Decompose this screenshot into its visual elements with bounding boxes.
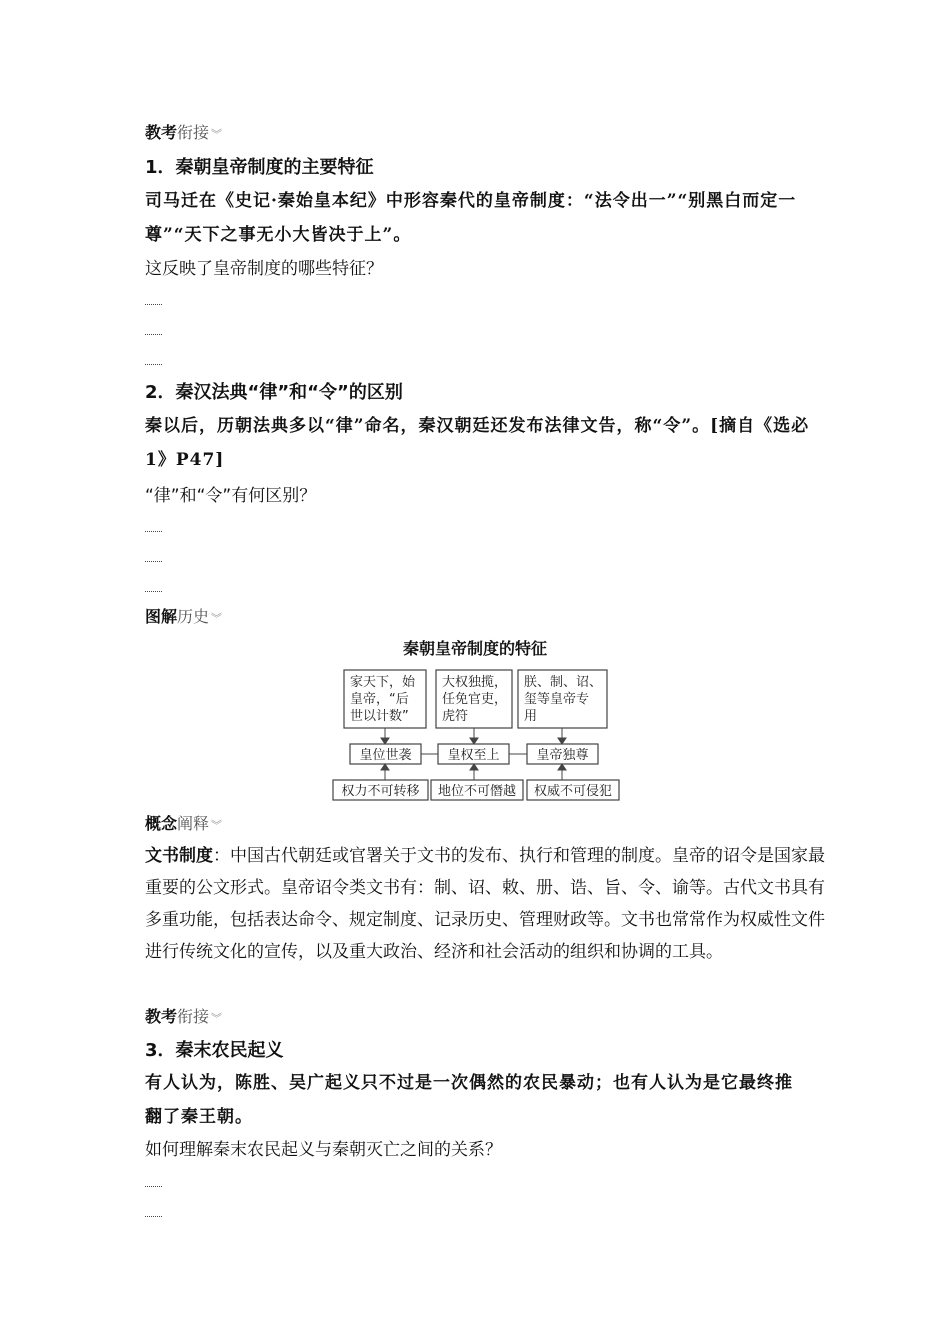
section-header-bold: 教考 — [145, 1007, 178, 1026]
section-header-jiaokao-2 — [145, 1004, 815, 1027]
top-box-text: 用 — [524, 709, 538, 724]
top-box-text: 大权独揽， — [442, 675, 508, 690]
section-header-normal: 阐释 — [177, 814, 210, 833]
section-header-tujie — [145, 604, 815, 627]
concept-separator: ： — [213, 846, 230, 866]
top-box-text: 虎符 — [442, 709, 469, 724]
answer-line[interactable] — [145, 531, 162, 532]
diagram-title: 秦朝皇帝制度的特征 — [402, 639, 548, 658]
question-2-material: 秦以后，历朝法典多以“律”命名，秦汉朝廷还发布法律文告，称“令”。[摘自《选必 1》P47] — [145, 416, 810, 470]
answer-line[interactable] — [145, 591, 162, 592]
answer-line[interactable] — [145, 1216, 162, 1217]
top-box-text: 玺等皇帝专 — [524, 692, 590, 707]
answer-line[interactable] — [145, 1186, 162, 1187]
chevron-down-icon: ︾ — [211, 819, 223, 832]
concept-paragraph — [145, 840, 825, 968]
system-diagram — [320, 632, 630, 804]
section-header-bold: 教考 — [145, 123, 178, 142]
bottom-box-text: 地位不可僭越 — [437, 784, 517, 799]
question-2-title: 2．秦汉法典“律”和“令”的区别 — [145, 382, 403, 403]
top-box-text: 朕、制、诏、 — [524, 675, 603, 690]
section-header-normal: 历史 — [177, 607, 210, 626]
question-1-material: 司马迁在《史记·秦始皇本纪》中形容秦代的皇帝制度：“法令出一”“别黑白而定一尊”“天下之事无小大皆决于上”。 — [145, 191, 797, 245]
middle-box-text: 皇位世袭 — [359, 748, 412, 763]
concept-text: 中国古代朝廷或官署关于文书的发布、执行和管理的制度。皇帝的诏令是国家最重要的公文形式。皇帝诏令类文书有：制、诏、敕、册、诰、旨、令、谕等。古代文书具有多重功能，包括表达命令、规定制度、记录历史、管理财政等。文书也常常作为权威性文件进行传统文化的宣传，以及重大政治、经济和社会活动的组织和协调的工具。 — [145, 846, 825, 962]
section-header-gainian — [145, 811, 815, 834]
chevron-down-icon: ︾ — [211, 128, 223, 141]
chevron-down-icon: ︾ — [211, 1012, 223, 1025]
question-1-title: 1．秦朝皇帝制度的主要特征 — [145, 157, 374, 178]
section-header-normal: 衔接 — [177, 123, 210, 142]
section-header-bold: 概念 — [145, 814, 178, 833]
answer-line[interactable] — [145, 304, 162, 305]
bottom-box-text: 权威不可侵犯 — [533, 784, 613, 799]
section-header-jiaokao — [145, 120, 815, 143]
top-box-text: 世以计数” — [350, 709, 409, 724]
bottom-box-text: 权力不可转移 — [341, 784, 420, 799]
question-3-material: 有人认为，陈胜、吴广起义只不过是一次偶然的农民暴动；也有人认为是它最终推翻了秦王朝。 — [145, 1073, 793, 1127]
middle-box-text: 皇帝独尊 — [536, 748, 589, 763]
question-3-prompt: 如何理解秦末农民起义与秦朝灭亡之间的关系？ — [145, 1140, 502, 1160]
top-box-text: 家天下，始 — [350, 675, 416, 690]
concept-term: 文书制度 — [145, 846, 213, 866]
answer-line[interactable] — [145, 561, 162, 562]
top-box-text: 皇帝，“后 — [350, 692, 409, 707]
top-box-text: 任免官吏， — [442, 692, 508, 707]
section-header-bold: 图解 — [145, 607, 178, 626]
question-2-prompt: “律”和“令”有何区别？ — [145, 486, 317, 506]
answer-line[interactable] — [145, 334, 162, 335]
middle-box-text: 皇权至上 — [447, 748, 500, 763]
chevron-down-icon: ︾ — [211, 612, 223, 625]
section-header-normal: 衔接 — [177, 1007, 210, 1026]
question-3-title: 3．秦末农民起义 — [145, 1040, 284, 1061]
answer-line[interactable] — [145, 364, 162, 365]
question-1-prompt: 这反映了皇帝制度的哪些特征？ — [145, 259, 383, 279]
